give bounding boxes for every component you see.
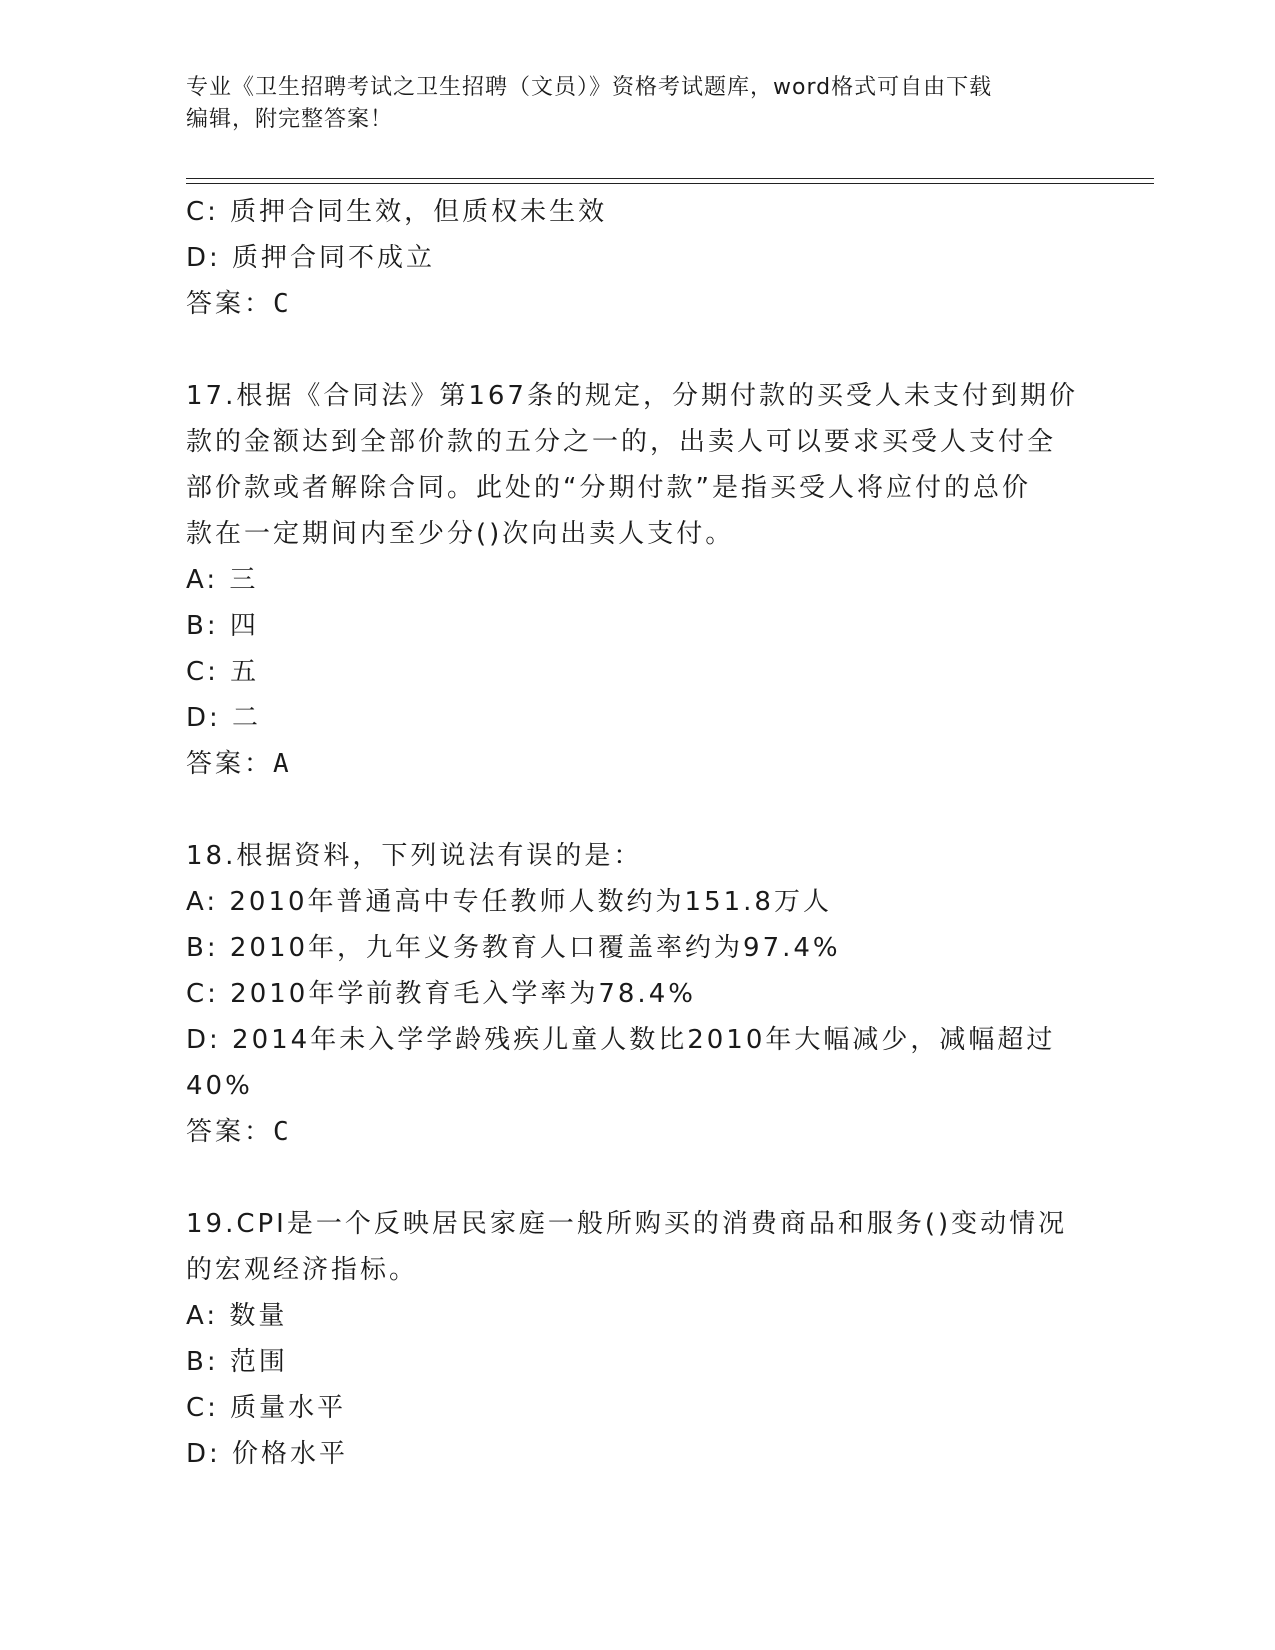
answer-line (186, 741, 1086, 787)
question-stem-line: 部价款或者解除合同。此处的“分期付款”是指买受人将应付的总价 (186, 473, 1031, 503)
question-19 (186, 1201, 1086, 1477)
question-stem-line: 款的金额达到全部价款的五分之一的，出卖人可以要求买受人支付全 (186, 427, 1057, 457)
header-divider-top (186, 178, 1154, 179)
option-d: D: 二 (186, 703, 262, 733)
option-d: D: 2014年未入学学龄残疾儿童人数比2010年大幅减少，减幅超过 (186, 1025, 1056, 1055)
answer-label: 答案： (186, 289, 274, 319)
option-a: A: 2010年普通高中专任教师人数约为151.8万人 (186, 887, 832, 917)
question-list (186, 189, 1086, 1477)
question-stem-line: 17.根据《合同法》第167条的规定，分期付款的买受人未支付到期价 (186, 381, 1078, 411)
option-a: A: 三 (186, 565, 259, 595)
question-18 (186, 833, 1086, 1155)
question-stem-line: 款在一定期间内至少分()次向出卖人支付。 (186, 519, 735, 549)
option-c: C: 2010年学前教育毛入学率为78.4% (186, 979, 696, 1009)
question-stem-line: 19.CPI是一个反映居民家庭一般所购买的消费商品和服务()变动情况 (186, 1209, 1068, 1239)
option-d: D: 质押合同不成立 (186, 243, 436, 273)
header-line-2: 编辑，附完整答案！ (186, 107, 394, 132)
answer-value: C (273, 1117, 292, 1147)
header-line-1: 专业《卫生招聘考试之卫生招聘（文员）》资格考试题库，word格式可自由下载 (186, 75, 993, 100)
previous-question-tail (186, 189, 1086, 327)
document-header (186, 72, 1086, 136)
option-c: C: 五 (186, 657, 260, 687)
option-d-continuation: 40% (186, 1071, 253, 1101)
question-stem-line: 18.根据资料，下列说法有误的是： (186, 841, 643, 871)
answer-line (186, 1109, 1086, 1155)
answer-line (186, 281, 1086, 327)
option-d: D: 价格水平 (186, 1439, 349, 1469)
spacer (186, 327, 1086, 373)
option-b: B: 2010年，九年义务教育人口覆盖率约为97.4% (186, 933, 841, 963)
option-a: A: 数量 (186, 1301, 288, 1331)
spacer (186, 787, 1086, 833)
answer-value: A (273, 749, 292, 779)
answer-value: C (273, 289, 292, 319)
option-c: C: 质押合同生效，但质权未生效 (186, 197, 608, 227)
question-stem-line: 的宏观经济指标。 (186, 1255, 419, 1285)
question-17 (186, 373, 1086, 787)
answer-label: 答案： (186, 749, 274, 779)
option-b: B: 范围 (186, 1347, 288, 1377)
option-c: C: 质量水平 (186, 1393, 347, 1423)
spacer (186, 1155, 1086, 1201)
answer-label: 答案： (186, 1117, 274, 1147)
option-b: B: 四 (186, 611, 259, 641)
header-divider-bottom (186, 183, 1154, 184)
